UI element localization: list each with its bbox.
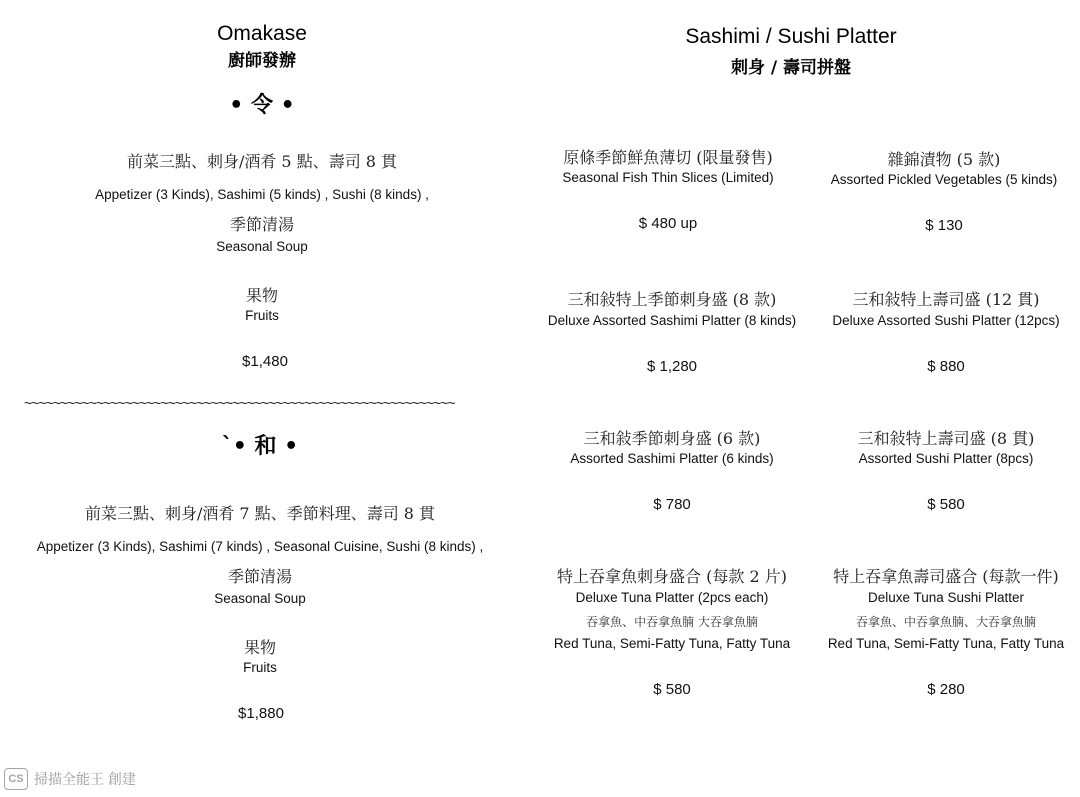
platter-item-note-zh: 吞拿魚、中吞拿魚腩 大吞拿魚腩 (586, 615, 758, 629)
set2-courses-zh: 前菜三點、刺身/酒肴 7 點、季節料理、壽司 8 貫 (84, 504, 436, 523)
set2-mark: `• 和 • (221, 434, 299, 459)
platter-item-note-en: Red Tuna, Semi-Fatty Tuna, Fatty Tuna (553, 636, 791, 651)
set2-soup-zh: 季節清湯 (227, 567, 293, 586)
set2-soup-en: Seasonal Soup (214, 591, 306, 606)
platter-item-price: $ 880 (927, 358, 965, 375)
platter-item-note-en: Red Tuna, Semi-Fatty Tuna, Fatty Tuna (827, 636, 1065, 651)
platter-item-price: $ 1,280 (646, 358, 698, 375)
platter-item-name-zh: 三和敍特上季節刺身盛 (8 款) (567, 290, 777, 309)
section-divider: ~~~~~~~~~~~~~~~~~~~~~~~~~~~~~~~~~~~~~~~~~~~~~~~~~~~~~~~~~~~~ (24, 395, 455, 411)
set1-fruit-en: Fruits (245, 308, 279, 323)
platter-item-price: $ 580 (653, 681, 691, 698)
platter-item-price: $ 480 up (638, 215, 698, 232)
set1-mark: • 令 • (229, 93, 295, 118)
platter-item-note-zh: 吞拿魚、中吞拿魚腩、大吞拿魚腩 (855, 615, 1037, 629)
platter-item-name-zh: 雜錦漬物 (5 款) (887, 150, 1001, 169)
set2-courses-en: Appetizer (3 Kinds), Sashimi (7 kinds) , Seasonal Cuisine, Sushi (8 kinds) , (36, 539, 484, 554)
platter-item-name-en: Deluxe Tuna Sushi Platter (867, 590, 1025, 605)
set2-price: $1,880 (238, 705, 284, 722)
platter-item-price: $ 280 (927, 681, 965, 698)
set1-price: $1,480 (242, 353, 288, 370)
platter-item-name-en: Assorted Pickled Vegetables (5 kinds) (830, 172, 1058, 187)
set1-fruit-zh: 果物 (245, 286, 279, 305)
set1-soup-zh: 季節清湯 (229, 215, 295, 234)
platter-item-name-zh: 原條季節鮮魚薄切 (限量發售) (563, 148, 773, 167)
platter-item-price: $ 130 (925, 217, 963, 234)
set2-fruit-zh: 果物 (243, 638, 277, 657)
platter-item-name-en: Deluxe Tuna Platter (2pcs each) (575, 590, 769, 605)
platter-item-name-en: Assorted Sushi Platter (8pcs) (858, 451, 1034, 466)
platter-title-zh: 刺身 / 壽司拼盤 (730, 58, 852, 78)
platter-item-name-en: Seasonal Fish Thin Slices (Limited) (562, 170, 774, 185)
set1-courses-zh: 前菜三點、刺身/酒肴 5 點、壽司 8 貫 (126, 152, 398, 171)
platter-item-name-zh: 特上吞拿魚刺身盛合 (每款 2 片) (557, 567, 787, 586)
platter-item-price: $ 580 (927, 496, 965, 513)
platter-item-price: $ 780 (653, 496, 691, 513)
platter-item-name-zh: 三和敍季節刺身盛 (6 款) (583, 429, 761, 448)
set1-courses-en: Appetizer (3 Kinds), Sashimi (5 kinds) , Sushi (8 kinds) , (95, 187, 429, 202)
set2-fruit-en: Fruits (243, 660, 277, 675)
watermark-text: 掃描全能王 創建 (34, 771, 136, 787)
platter-item-name-zh: 特上吞拿魚壽司盛合 (每款一件) (833, 567, 1059, 586)
platter-item-name-en: Assorted Sashimi Platter (6 kinds) (570, 451, 774, 466)
platter-item-name-en: Deluxe Assorted Sushi Platter (12pcs) (832, 313, 1060, 328)
set1-soup-en: Seasonal Soup (216, 239, 308, 254)
platter-item-name-zh: 三和敍特上壽司盛 (12 貫) (852, 290, 1040, 309)
camscanner-logo-icon: CS (4, 768, 28, 790)
platter-item-name-zh: 三和敍特上壽司盛 (8 貫) (857, 429, 1035, 448)
omakase-title-zh: 廚師發辦 (228, 51, 296, 71)
omakase-title-en: Omakase (217, 22, 307, 45)
scanner-watermark (4, 768, 136, 790)
platter-title-en: Sashimi / Sushi Platter (685, 25, 897, 48)
platter-item-name-en: Deluxe Assorted Sashimi Platter (8 kinds) (547, 313, 797, 328)
